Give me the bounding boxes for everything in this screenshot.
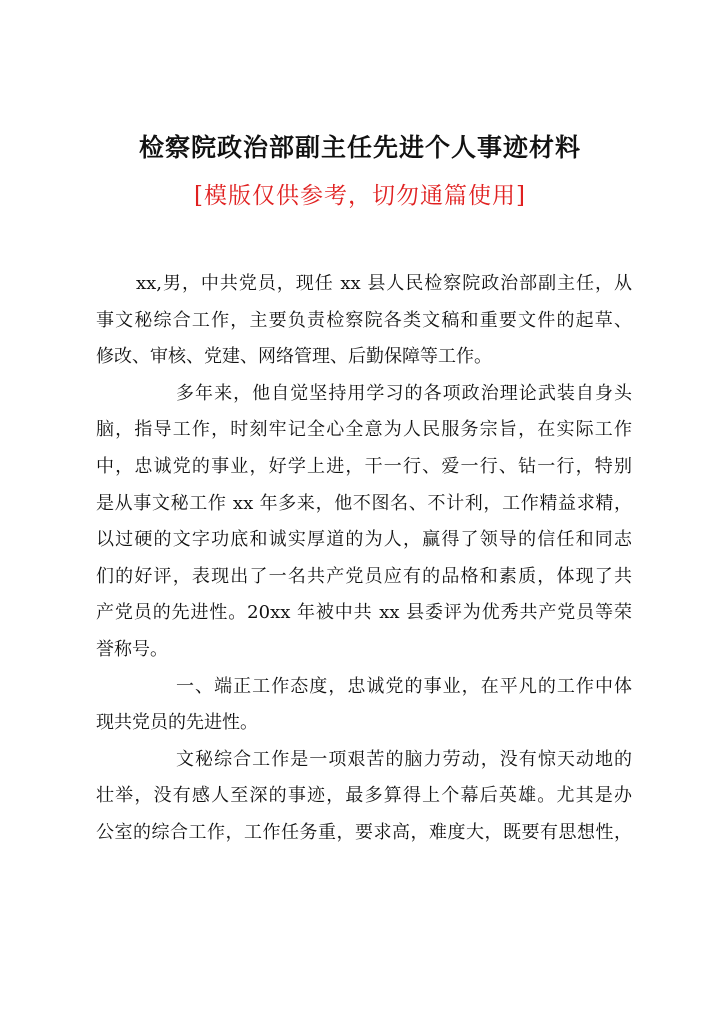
document-body — [96, 266, 632, 852]
paragraph-2-line-2: 脑，指导工作，时刻牢记全心全意为人民服务宗旨，在实际工作 — [96, 419, 632, 441]
paragraph-1-line-1: xx,男，中共党员，现任 xx 县人民检察院政治部副主任，从 — [136, 273, 632, 294]
paragraph-3-line-2: 现共党员的先进性。 — [96, 712, 258, 734]
paragraph-4-line-1: 文秘综合工作是一项艰苦的脑力劳动，没有惊天动地的 — [176, 748, 632, 770]
paragraph-2-line-7: 产党员的先进性。20xx 年被中共 xx 县委评为优秀共产党员等荣 — [96, 602, 632, 624]
paragraph-4-line-2: 壮举，没有感人至深的事迹，最多算得上个幕后英雄。尤其是办 — [96, 785, 632, 807]
paragraph-1-line-3: 修改、审核、党建、网络管理、后勤保障等工作。 — [96, 346, 492, 368]
paragraph-1-line-2: 事文秘综合工作，主要负责检察院各类文稿和重要文件的起草、 — [96, 309, 632, 331]
paragraph-2-line-1: 多年来，他自觉坚持用学习的各项政治理论武装自身头 — [176, 382, 632, 404]
paragraph-4-line-3: 公室的综合工作，工作任务重，要求高，难度大，既要有思想性， — [96, 821, 632, 843]
document-subtitle-disclaimer: [模版仅供参考，切勿通篇使用] — [194, 183, 526, 209]
document-title: 检察院政治部副主任先进个人事迹材料 — [138, 133, 581, 162]
paragraph-2-line-3: 中，忠诚党的事业，好学上进，干一行、爱一行、钻一行，特别 — [96, 455, 632, 477]
paragraph-3-line-1: 一、端正工作态度，忠诚党的事业，在平凡的工作中体 — [176, 675, 632, 697]
paragraph-2-line-6: 们的好评，表现出了一名共产党员应有的品格和素质，体现了共 — [96, 565, 632, 587]
paragraph-2-line-4: 是从事文秘工作 xx 年多来，他不图名、不计利，工作精益求精， — [96, 492, 632, 514]
paragraph-2-line-5: 以过硬的文字功底和诚实厚道的为人，赢得了领导的信任和同志 — [96, 529, 632, 551]
paragraph-2-line-8: 誉称号。 — [96, 638, 168, 660]
